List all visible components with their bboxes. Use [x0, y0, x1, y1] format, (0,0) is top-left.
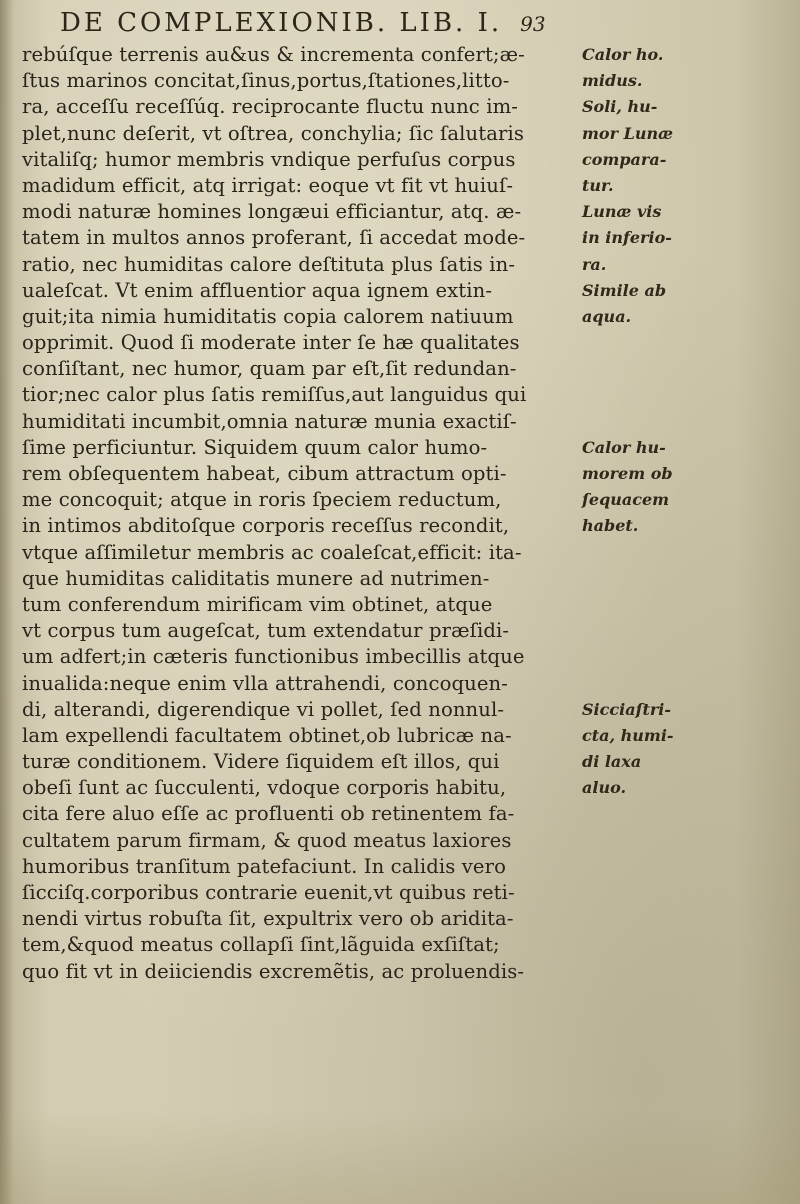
text-line	[22, 356, 792, 382]
line-text: um adfert;in cæteris functionibus imbecillis atque	[22, 645, 525, 669]
text-line	[22, 906, 792, 932]
line-text: me concoquit; atque in roris ſpeciem reductum,	[22, 488, 502, 512]
text-line	[22, 68, 792, 94]
line-text: vt corpus tum augeſcat, tum extendatur præſidi-	[22, 619, 510, 643]
marginal-note: midus.	[582, 71, 643, 91]
text-line	[22, 487, 792, 513]
line-text: ſicciſq.corporibus contrarie euenit,vt quibus reti-	[22, 881, 515, 904]
marginal-note: aluo.	[582, 778, 627, 798]
text-line	[22, 671, 792, 697]
text-line	[22, 252, 792, 278]
line-text: quo fit vt in deiiciendis excremẽtis, ac proluendis-	[22, 959, 525, 983]
line-text: tem,&quod meatus collapſi ſint,lãguida exſiſtat;	[22, 933, 500, 957]
line-text: obeſi ſunt ac ſucculenti, vdoque corporis habitu,	[22, 776, 507, 800]
header-title: DE COMPLEXIONIB. LIB. I.	[60, 8, 503, 38]
text-line	[22, 225, 792, 251]
text-line	[22, 121, 792, 147]
line-text: madidum efficit, atq irrigat: eoque vt fit vt huiuſ-	[22, 173, 514, 197]
line-text: humoribus tranſitum patefaciunt. In calidis vero	[22, 854, 506, 878]
line-text: plet,nunc deſerit, vt oſtrea, conchylia; ſic ſalutaris	[22, 121, 524, 145]
marginal-note: Sicciaſtri-	[582, 699, 671, 719]
text-line	[22, 644, 792, 670]
line-text: vitaliſq; humor membris vndique perfuſus corpus	[22, 147, 516, 171]
line-text: tior;nec calor plus ſatis remiſſus,aut languidus qui	[22, 383, 527, 407]
text-line	[22, 147, 792, 173]
text-line	[22, 749, 792, 775]
marginal-note: Calor ho.	[582, 45, 664, 64]
text-line	[22, 435, 792, 461]
text-line	[22, 801, 792, 827]
text-line	[22, 199, 792, 225]
marginal-note: in inferio-	[582, 228, 672, 248]
text-line	[22, 854, 792, 880]
line-text: ra, acceſſu receſſúq. reciprocante fluctu nunc im-	[22, 95, 518, 119]
text-line	[22, 278, 792, 304]
line-text: cultatem parum firmam, & quod meatus laxiores	[22, 828, 512, 852]
line-text: ratio, nec humiditas calore deſtituta plus ſatis in-	[22, 252, 516, 276]
text-line	[22, 723, 792, 749]
marginal-note: ſequacem	[582, 490, 670, 510]
line-text: que humiditas caliditatis munere ad nutrimen-	[22, 566, 490, 590]
marginal-note: tur.	[582, 175, 614, 195]
page-bottom-shade	[0, 1110, 800, 1204]
text-line	[22, 382, 792, 408]
text-line	[22, 173, 792, 199]
marginal-note: cta, humi-	[582, 725, 674, 745]
text-line	[22, 94, 792, 120]
text-line	[22, 330, 792, 356]
line-text: tum conferendum mirificam vim obtinet, atque	[22, 592, 493, 616]
line-text: rem obſequentem habeat, cibum attractum opti-	[22, 462, 507, 485]
text-line	[22, 42, 792, 68]
text-line	[22, 461, 792, 487]
page-number: 93	[520, 12, 546, 36]
line-text: guit;ita nimia humiditatis copia calorem natiuum	[22, 304, 514, 328]
text-line	[22, 697, 792, 723]
line-text: humiditati incumbit,omnia naturæ munia exactiſ-	[22, 409, 517, 433]
text-line	[22, 618, 792, 644]
line-text: tatem in multos annos proferant, ſi accedat mode-	[22, 226, 526, 250]
text-line	[22, 828, 792, 854]
text-line	[22, 880, 792, 906]
marginal-note: Simile ab	[582, 280, 667, 300]
marginal-note: mor Lunæ	[582, 123, 674, 143]
line-text: conſiſtant, nec humor, quam par eſt,ſit redundan-	[22, 357, 517, 381]
marginal-note: compara-	[582, 149, 667, 169]
marginal-note: Lunæ vis	[582, 202, 662, 222]
line-text: ſtus marinos concitat,ſinus,portus,ſtationes,litto-	[22, 69, 510, 93]
line-text: lam expellendi facultatem obtinet,ob lubricæ na-	[22, 723, 512, 747]
text-line	[22, 566, 792, 592]
marginal-note: habet.	[582, 516, 639, 536]
marginal-note: Calor hu-	[582, 437, 666, 457]
line-text: ſime perficiuntur. Siquidem quum calor humo-	[22, 435, 488, 459]
marginal-note: Soli, hu-	[582, 97, 658, 117]
running-header	[60, 8, 740, 44]
marginal-note: ra.	[582, 254, 607, 274]
text-line	[22, 932, 792, 958]
text-line	[22, 775, 792, 801]
text-line	[22, 592, 792, 618]
line-text: rebúſque terrenis au&us & incrementa confert;æ-	[22, 43, 525, 66]
text-line	[22, 959, 792, 985]
text-line	[22, 540, 792, 566]
marginal-note: morem ob	[582, 464, 673, 483]
line-text: modi naturæ homines longæui efficiantur, atq. æ-	[22, 200, 522, 224]
line-text: ualeſcat. Vt enim affluentior aqua ignem extin-	[22, 278, 493, 302]
line-text: di, alterandi, digerendique vi pollet, ſed nonnul-	[22, 697, 505, 721]
text-line	[22, 513, 792, 539]
line-text: cita fere aluo eſſe ac profluenti ob retinentem fa-	[22, 802, 515, 826]
marginal-note: aqua.	[582, 306, 632, 326]
page-spine-shadow	[0, 0, 14, 1204]
body-text	[22, 42, 792, 985]
text-line	[22, 409, 792, 435]
marginal-note: di laxa	[582, 752, 642, 772]
line-text: vtque aſſimiletur membris ac coaleſcat,efficit: ita-	[22, 540, 522, 564]
line-text: nendi virtus robuſta ſit, expultrix vero ob aridita-	[22, 907, 514, 931]
line-text: opprimit. Quod ſi moderate inter ſe hæ qualitates	[22, 331, 520, 355]
line-text: turæ conditionem. Videre ſiquidem eſt illos, qui	[22, 750, 500, 774]
line-text: inualida:neque enim vlla attrahendi, concoquen-	[22, 671, 508, 695]
line-text: in intimos abditoſque corporis receſſus recondit,	[22, 514, 510, 538]
text-line	[22, 304, 792, 330]
